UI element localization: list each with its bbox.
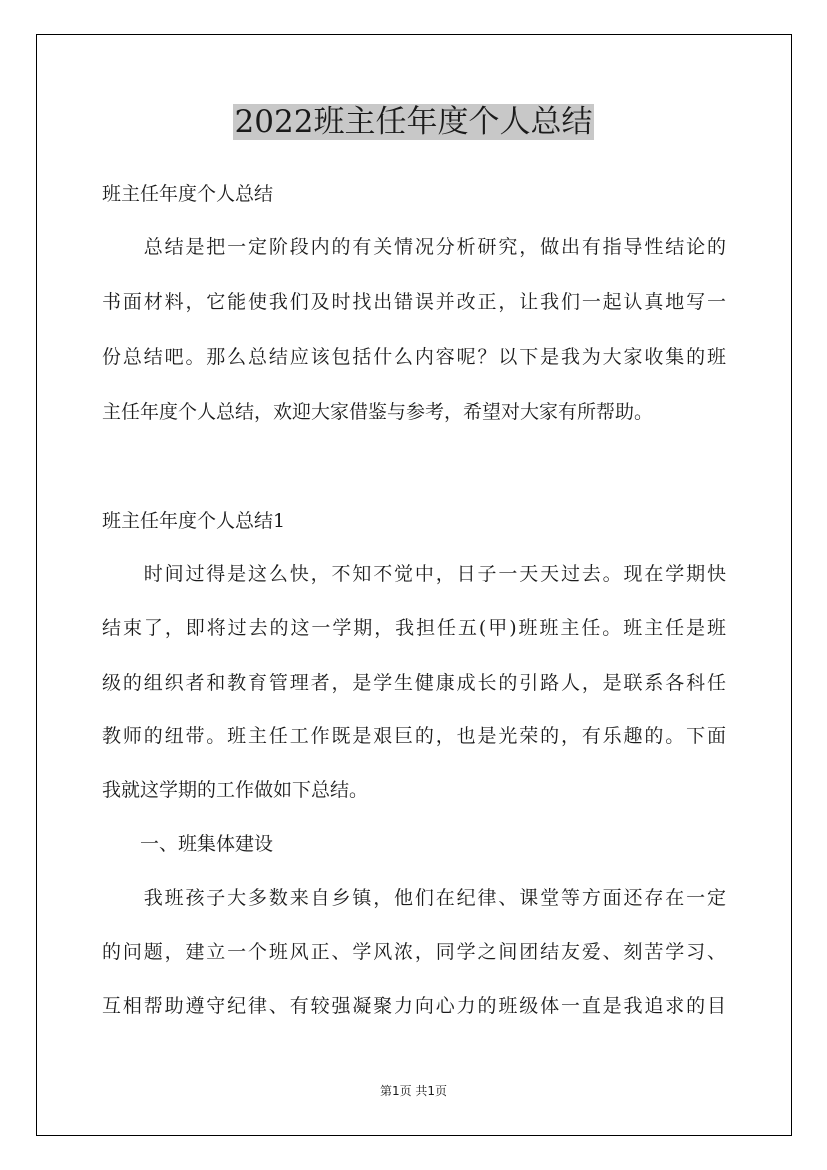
paragraph-line: 结束了，即将过去的这一学期，我担任五(甲)班班主任。班主任是班: [102, 617, 726, 639]
paragraph-line: 份总结吧。那么总结应该包括什么内容呢？以下是我为大家收集的班: [102, 346, 726, 368]
paragraph-line: 书面材料，它能使我们及时找出错误并改正，让我们一起认真地写一: [102, 291, 726, 313]
paragraph-line: 的问题，建立一个班风正、学风浓，同学之间团结友爱、刻苦学习、: [102, 941, 726, 963]
paragraph-line: 时间过得是这么快，不知不觉中，日子一天天过去。现在学期快: [102, 563, 726, 585]
paragraph-line: 我就这学期的工作做如下总结。: [102, 779, 369, 801]
paragraph-line: 主任年度个人总结，欢迎大家借鉴与参考，希望对大家有所帮助。: [102, 401, 654, 423]
paragraph-line: 互相帮助遵守纪律、有较强凝聚力向心力的班级体一直是我追求的目: [102, 995, 726, 1017]
paragraph-line: 总结是把一定阶段内的有关情况分析研究，做出有指导性结论的: [102, 236, 726, 258]
paragraph-line: 我班孩子大多数来自乡镇，他们在纪律、课堂等方面还存在一定: [102, 887, 726, 909]
document-title-text: 2022班主任年度个人总结: [234, 104, 593, 140]
section-heading: 班主任年度个人总结: [102, 183, 274, 205]
page-footer: 第1页 共1页: [379, 1084, 448, 1098]
document-title: [0, 100, 827, 144]
paragraph-line: 级的组织者和教育管理者，是学生健康成长的引路人，是联系各科任: [102, 672, 726, 694]
subsection-heading: 一、班集体建设: [102, 833, 274, 855]
paragraph-line: 教师的纽带。班主任工作既是艰巨的，也是光荣的，有乐趣的。下面: [102, 725, 726, 747]
section-heading: 班主任年度个人总结1: [102, 510, 286, 532]
